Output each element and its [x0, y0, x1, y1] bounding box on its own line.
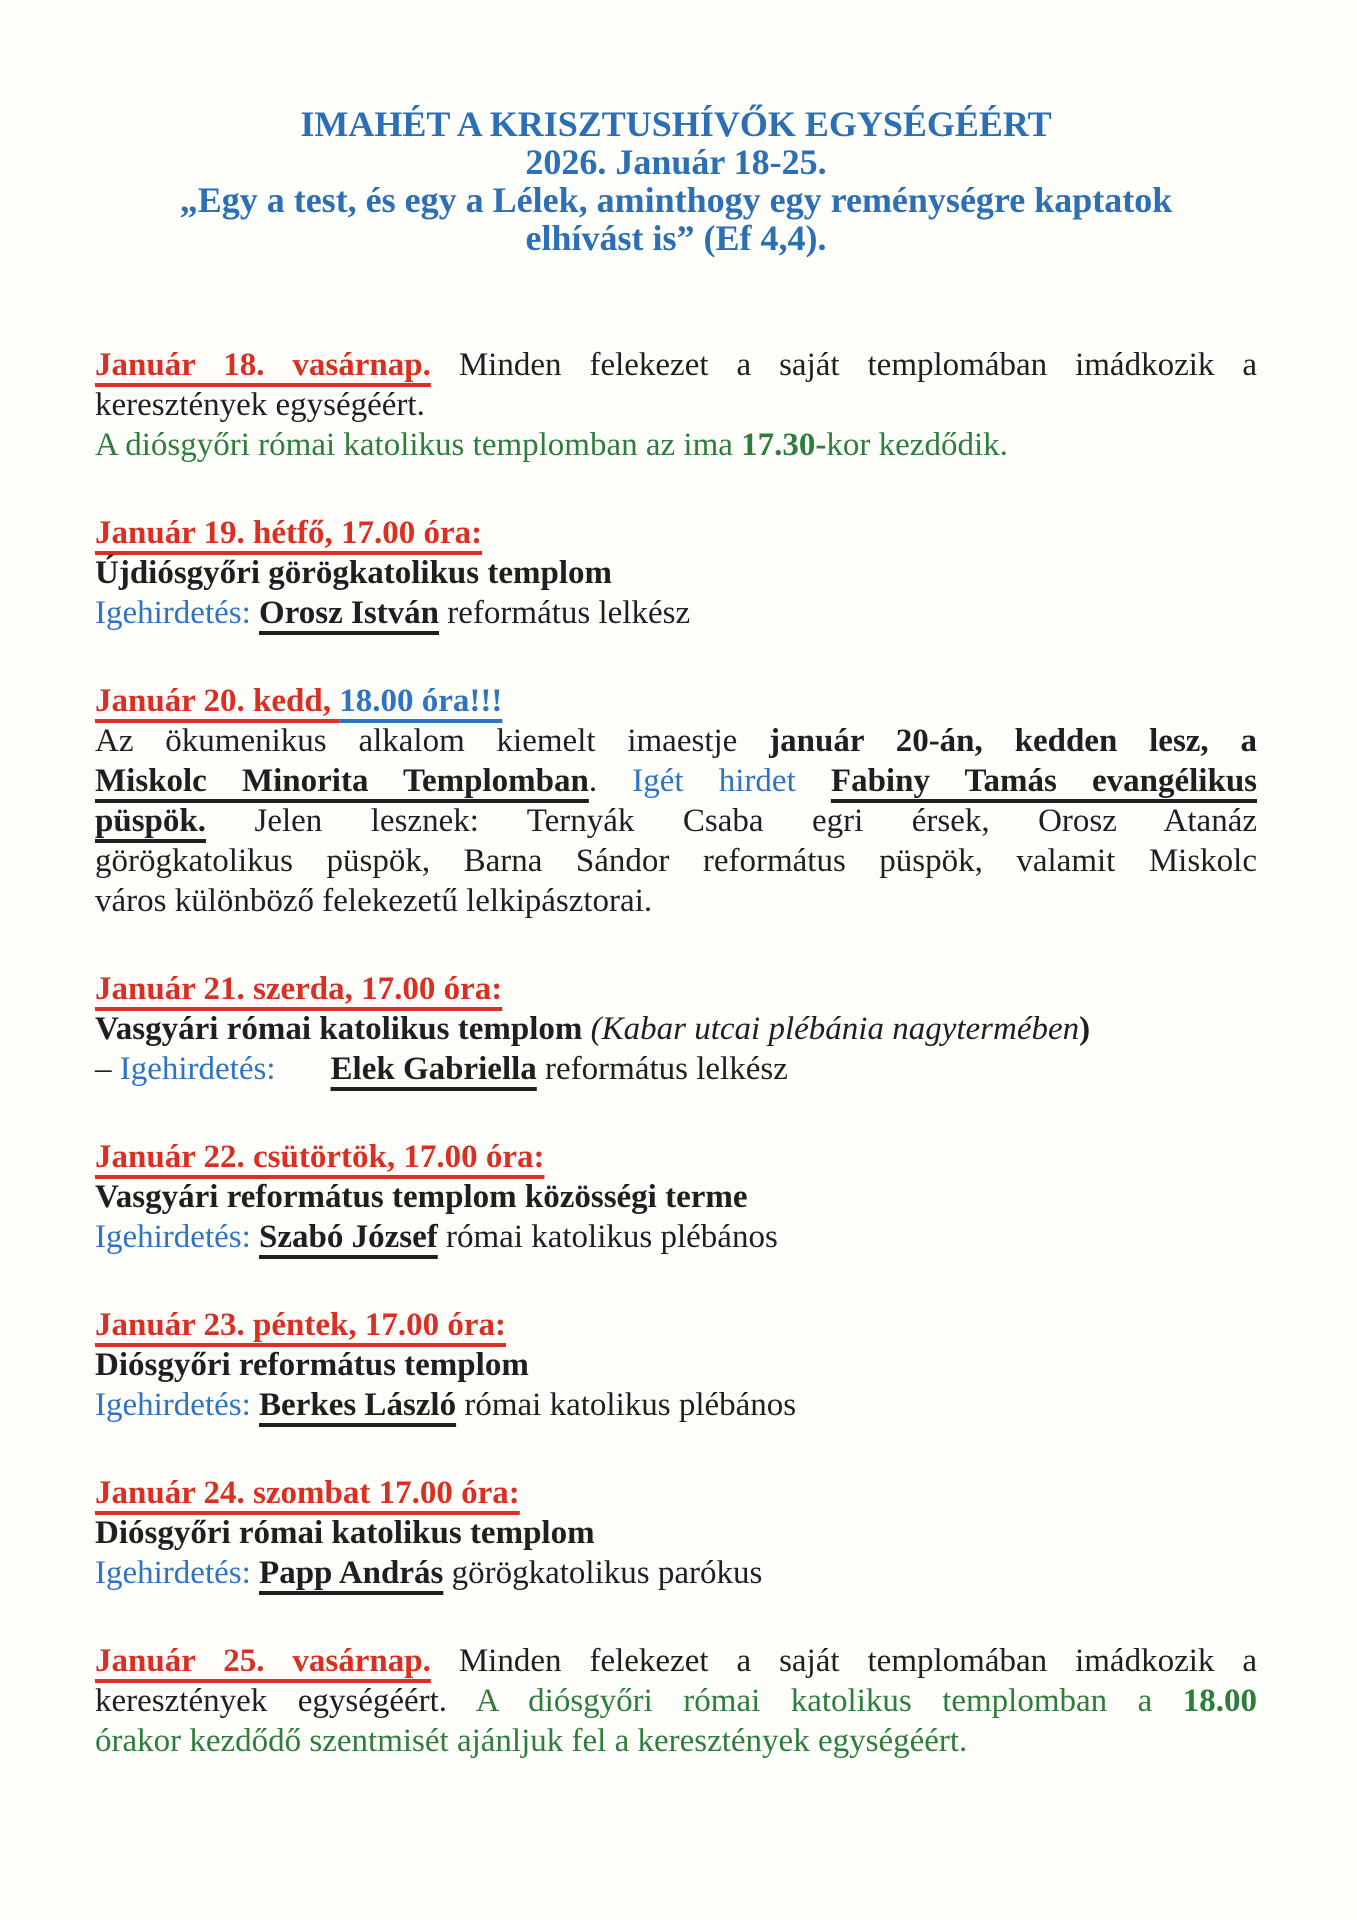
text-segment: Január 19. hétfő, 17.00 óra: — [95, 515, 483, 551]
text-segment: Orosz István — [259, 595, 440, 631]
text-segment: Fabiny Tamás evangélikus — [830, 763, 1258, 799]
text-line — [95, 1553, 1257, 1593]
text-line — [95, 721, 1257, 761]
text-segment: református lelkész — [439, 595, 691, 631]
text-segment: – — [95, 1051, 120, 1087]
section-january-20 — [95, 681, 1257, 921]
text-line — [95, 385, 1257, 425]
text-segment: Papp András — [259, 1555, 444, 1591]
section-january-23 — [95, 1305, 1257, 1425]
text-segment: kor kezdődik. — [826, 427, 1008, 463]
text-segment: Igehirdetés: — [95, 595, 251, 631]
text-line — [95, 1137, 1257, 1177]
text-line — [95, 801, 1257, 841]
text-segment: Minden felekezet a saját templomában imádkozik a — [430, 347, 1257, 383]
text-segment — [251, 1219, 259, 1255]
text-line — [95, 761, 1257, 801]
text-segment: január 20-án, kedden lesz, a — [769, 723, 1257, 759]
section-january-19 — [95, 513, 1257, 633]
text-segment: református lelkész — [536, 1051, 788, 1087]
text-line — [95, 1049, 1257, 1089]
text-segment: A diósgyőri római katolikus templomban az ima — [95, 427, 742, 463]
text-segment: keresztények egységéért. — [95, 387, 425, 423]
text-line — [95, 593, 1257, 633]
text-line — [95, 513, 1257, 553]
text-segment: Miskolc Minorita Templomban — [95, 763, 589, 799]
title-line-1: IMAHÉT A KRISZTUSHÍVŐK EGYSÉGÉÉRT — [300, 104, 1052, 144]
text-segment: Igét hirdet — [632, 763, 796, 799]
text-segment: római katolikus plébános — [437, 1219, 778, 1255]
text-segment: Minden felekezet a saját templomában imádkozik a — [430, 1643, 1257, 1679]
text-segment: római katolikus plébános — [456, 1387, 797, 1423]
sections-container — [95, 345, 1257, 1761]
text-segment: Január 25. vasárnap. — [95, 1643, 431, 1679]
text-line — [95, 1009, 1257, 1049]
text-segment — [251, 1387, 259, 1423]
text-line — [95, 425, 1257, 465]
text-line — [95, 1385, 1257, 1425]
text-segment: Berkes László — [259, 1387, 457, 1423]
text-line — [95, 1473, 1257, 1513]
text-segment: órakor kezdődő szentmisét ajánljuk fel a keresztények egységéért. — [95, 1723, 968, 1759]
text-segment: Január 23. péntek, 17.00 óra: — [95, 1307, 506, 1343]
text-segment: Elek Gabriella — [330, 1051, 537, 1087]
text-segment: Vasgyári református templom közösségi terme — [95, 1179, 748, 1215]
text-segment: Újdiósgyőri görögkatolikus templom — [95, 555, 613, 591]
section-january-25 — [95, 1641, 1257, 1761]
text-segment — [251, 595, 259, 631]
document-title — [95, 105, 1257, 257]
text-segment: Jelen lesznek: Ternyák Csaba egri érsek, Orosz Atanáz — [206, 803, 1257, 839]
text-segment: keresztények egységéért. — [95, 1683, 476, 1719]
text-segment: 18.00 — [1182, 1683, 1257, 1719]
text-segment: Igehirdetés: — [95, 1387, 251, 1423]
section-january-24 — [95, 1473, 1257, 1593]
text-line — [95, 345, 1257, 385]
text-segment: város különböző felekezetű lelkipásztorai. — [95, 883, 653, 919]
text-line — [95, 1345, 1257, 1385]
text-line — [95, 1305, 1257, 1345]
text-segment: 18.00 óra!!! — [339, 683, 503, 719]
text-segment: Vasgyári római katolikus templom — [95, 1011, 591, 1047]
text-line — [95, 681, 1257, 721]
text-segment: A diósgyőri római katolikus templomban a — [475, 1683, 1183, 1719]
text-line — [95, 1513, 1257, 1553]
title-line-2: 2026. Január 18-25. — [525, 142, 827, 182]
text-segment — [251, 1555, 259, 1591]
text-segment: Az ökumenikus alkalom kiemelt imaestje — [95, 723, 770, 759]
title-line-4: elhívást is” (Ef 4,4). — [525, 218, 827, 258]
text-segment: Diósgyőri református templom — [95, 1347, 529, 1383]
title-line-3: „Egy a test, és egy a Lélek, aminthogy egy reménységre kaptatok — [179, 180, 1173, 220]
text-segment: görögkatolikus püspök, Barna Sándor református püspök, valamit Miskolc — [95, 843, 1257, 879]
section-january-21 — [95, 969, 1257, 1089]
text-line — [95, 553, 1257, 593]
text-segment: Diósgyőri római katolikus templom — [95, 1515, 595, 1551]
text-segment: (Kabar utcai plébánia nagytermében — [590, 1011, 1080, 1047]
text-segment: Igehirdetés: — [95, 1219, 251, 1255]
text-segment: görögkatolikus parókus — [443, 1555, 763, 1591]
text-line — [95, 841, 1257, 881]
text-line — [95, 1721, 1257, 1761]
text-segment: 17.30- — [741, 427, 827, 463]
text-line — [95, 1177, 1257, 1217]
text-segment: Január 22. csütörtök, 17.00 óra: — [95, 1139, 545, 1175]
text-line — [95, 1681, 1257, 1721]
text-segment: Igehirdetés: — [119, 1051, 276, 1087]
text-segment — [796, 763, 831, 799]
text-segment: Január 21. szerda, 17.00 óra: — [95, 971, 503, 1007]
text-segment: Január 18. vasárnap. — [95, 347, 431, 383]
text-segment: ) — [1079, 1011, 1091, 1047]
text-line — [95, 881, 1257, 921]
text-segment: Január 24. szombat 17.00 óra: — [95, 1475, 520, 1511]
text-segment: . — [588, 763, 633, 799]
section-january-22 — [95, 1137, 1257, 1257]
text-segment: püspök. — [95, 803, 207, 839]
text-segment: Szabó József — [259, 1219, 438, 1255]
text-line — [95, 969, 1257, 1009]
text-line — [95, 1641, 1257, 1681]
text-line — [95, 1217, 1257, 1257]
text-segment: Január 20. kedd, — [95, 683, 340, 719]
text-segment: Igehirdetés: — [95, 1555, 251, 1591]
section-january-18 — [95, 345, 1257, 465]
